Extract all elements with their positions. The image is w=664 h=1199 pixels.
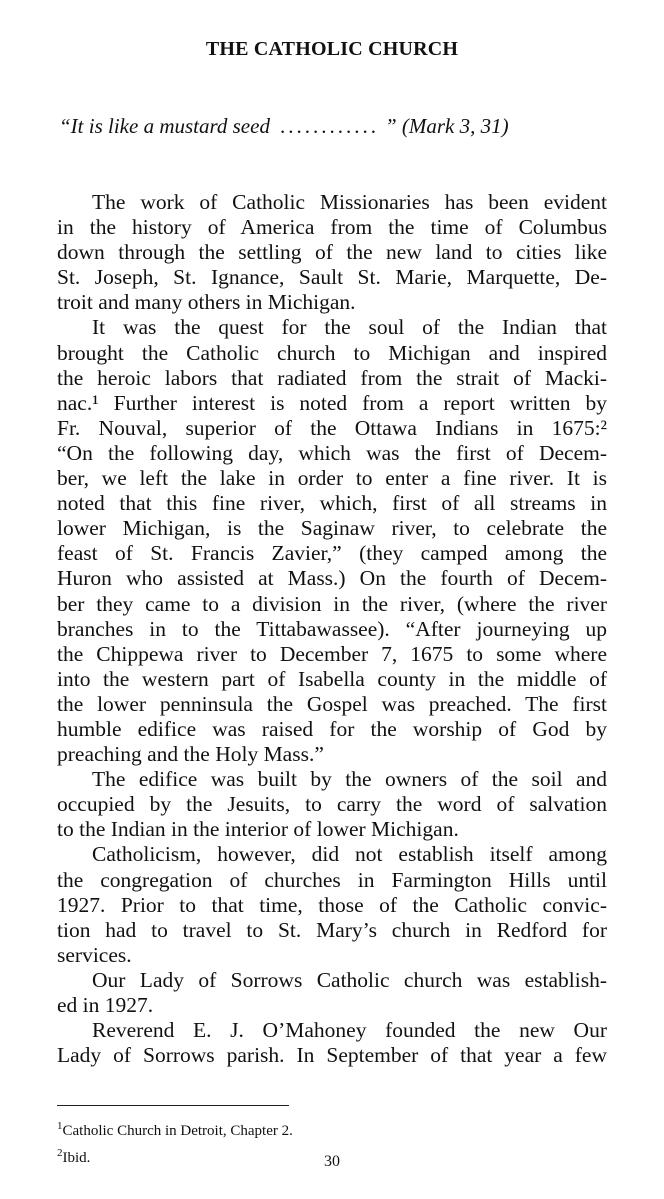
text-line: feast of St. Francis Zavier,” (they camped among the (57, 541, 607, 566)
text-line: the congregation of churches in Farmington Hills until (57, 867, 607, 892)
text-line: branches in to the Tittabawassee). “After journeying up (57, 616, 607, 641)
text-line: noted that this fine river, which, first of all streams in (57, 491, 607, 516)
page-number: 30 (324, 1153, 340, 1170)
text-line: down through the settling of the new land to cities like (57, 240, 607, 265)
text-line: Our Lady of Sorrows Catholic church was establish- (92, 967, 607, 992)
text-line: 1927. Prior to that time, those of the Catholic convic- (57, 892, 607, 917)
text-line: services. (57, 942, 132, 967)
text-line: the lower penninsula the Gospel was preached. The first (57, 691, 607, 716)
text-line: occupied by the Jesuits, to carry the word of salvation (57, 792, 607, 817)
text-line: The edifice was built by the owners of the soil and (92, 767, 607, 792)
text-line: Fr. Nouval, superior of the Ottawa Indians in 1675:² (57, 415, 607, 440)
text-line: ed in 1927. (57, 993, 154, 1017)
page-title: THE CATHOLIC CHURCH (205, 38, 459, 60)
text-line: ber, we left the lake in order to enter a fine river. It is (57, 466, 607, 491)
epigraph-quote: “It is like a mustard seed (59, 114, 270, 138)
text-line: to the Indian in the interior of lower Michigan. (57, 817, 459, 842)
text-line: into the western part of Isabella county in the middle of (57, 666, 607, 691)
text-line: the Chippewa river to December 7, 1675 to some where (57, 641, 607, 666)
epigraph (59, 114, 619, 139)
text-line: Huron who assisted at Mass.) On the fourth of Decem- (57, 566, 607, 591)
text-line: humble edifice was raised for the worship of God by (57, 716, 607, 741)
footnote-text: Ibid. (62, 1150, 91, 1166)
text-line: It was the quest for the soul of the Indian that (92, 315, 607, 340)
text-line: the heroic labors that radiated from the strait of Macki- (57, 365, 607, 390)
text-line: troit and many others in Michigan. (57, 290, 356, 315)
footnote (57, 1115, 293, 1142)
text-line: nac.¹ Further interest is noted from a report written by (57, 390, 607, 415)
text-line: brought the Catholic church to Michigan and inspired (57, 340, 607, 365)
text-line: The work of Catholic Missionaries has been evident (92, 190, 607, 214)
text-line: Catholicism, however, did not establish itself among (92, 842, 607, 867)
footnote-divider (57, 1105, 289, 1106)
text-line: in the history of America from the time of Columbus (57, 215, 607, 240)
text-line: tion had to travel to St. Mary’s church in Redford for (57, 917, 607, 942)
footnote-text: Catholic Church in Detroit, Chapter 2. (62, 1123, 293, 1139)
footnote-mark: 1 (57, 1120, 63, 1132)
epigraph-dots: ............ (279, 114, 379, 138)
text-line: lower Michigan, is the Saginaw river, to celebrate the (57, 516, 607, 541)
text-line: Reverend E. J. O’Mahoney founded the new Our (92, 1018, 607, 1043)
footnote-mark: 2 (57, 1147, 63, 1159)
epigraph-reference: ” (Mark 3, 31) (384, 114, 509, 138)
text-line: “On the following day, which was the first of Decem- (57, 440, 607, 465)
body-text (57, 190, 607, 1068)
text-line: Lady of Sorrows parish. In September of that year a few (57, 1043, 607, 1068)
text-line: St. Joseph, St. Ignance, Sault St. Marie, Marquette, De- (57, 265, 607, 290)
text-line: preaching and the Holy Mass.” (57, 742, 324, 767)
text-line: ber they came to a division in the river, (where the river (57, 591, 607, 616)
